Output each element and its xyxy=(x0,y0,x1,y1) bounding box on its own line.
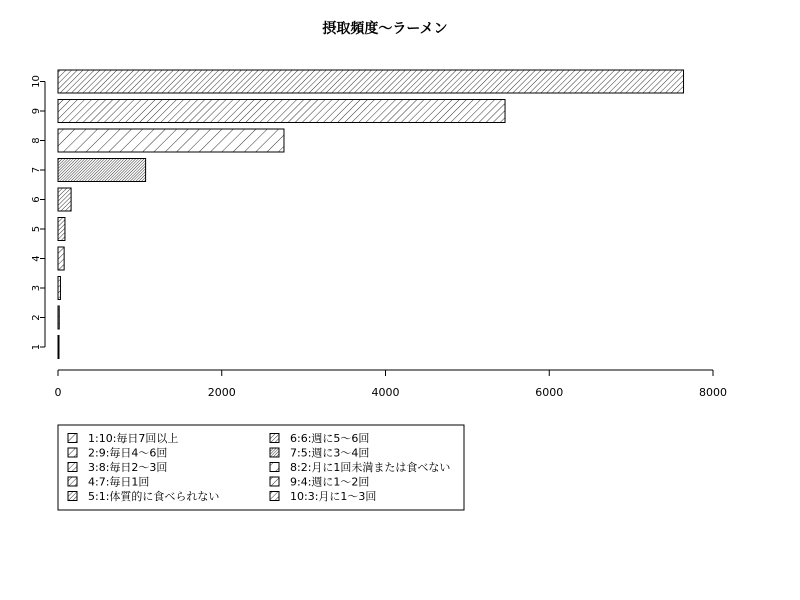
y-tick-label: 1 xyxy=(31,343,42,351)
x-tick-label: 2000 xyxy=(207,386,236,399)
bar-1 xyxy=(58,336,59,359)
legend-entry: 7:5:週に3〜4回 xyxy=(290,446,370,460)
legend-swatch xyxy=(270,463,279,472)
y-tick-label: 10 xyxy=(31,75,42,88)
bar-9 xyxy=(58,100,505,123)
legend-entry: 4:7:毎日1回 xyxy=(88,475,150,489)
legend-entry: 3:8:毎日2〜3回 xyxy=(88,461,168,474)
bar-3 xyxy=(58,277,60,300)
legend-entry: 8:2:月に1回未満または食べない xyxy=(290,461,451,474)
legend-entry: 6:6:週に5〜6回 xyxy=(290,432,370,445)
legend-entry: 10:3:月に1〜3回 xyxy=(290,490,377,503)
legend-swatch xyxy=(270,477,279,486)
legend-swatch xyxy=(68,434,77,443)
y-tick-label: 6 xyxy=(31,196,42,203)
legend-swatch xyxy=(270,492,279,501)
legend-swatch xyxy=(270,434,279,443)
legend-entry: 1:10:毎日7回以上 xyxy=(88,432,179,445)
y-tick-label: 3 xyxy=(31,284,42,292)
legend-entry: 9:4:週に1〜2回 xyxy=(290,475,370,489)
bar-8 xyxy=(58,129,284,152)
y-tick-label: 8 xyxy=(31,137,42,144)
bar-5 xyxy=(58,218,65,241)
x-axis xyxy=(55,370,728,399)
bar-10 xyxy=(58,70,684,93)
y-tick-label: 7 xyxy=(31,166,42,174)
bar-7 xyxy=(58,159,146,182)
legend-swatch xyxy=(68,448,77,457)
y-axis xyxy=(31,75,45,350)
bar-6 xyxy=(58,188,71,211)
legend xyxy=(58,425,464,510)
bar-2 xyxy=(58,306,59,329)
x-tick-label: 4000 xyxy=(371,386,400,399)
y-tick-label: 2 xyxy=(31,314,42,321)
x-tick-label: 6000 xyxy=(535,386,564,399)
legend-entry: 5:1:体質的に食べられない xyxy=(88,490,220,503)
x-tick-label: 8000 xyxy=(699,386,727,399)
y-tick-label: 9 xyxy=(31,107,42,115)
legend-entry: 2:9:毎日4〜6回 xyxy=(88,446,168,460)
y-tick-label: 4 xyxy=(31,255,42,262)
x-tick-label: 0 xyxy=(54,386,62,399)
y-tick-label: 5 xyxy=(31,225,42,233)
chart-title: 摂取頻度〜ラーメン xyxy=(322,21,448,37)
legend-swatch xyxy=(68,463,77,472)
legend-swatch xyxy=(270,448,279,457)
bar-4 xyxy=(58,247,64,270)
legend-swatch xyxy=(68,477,77,486)
bars-group xyxy=(58,70,684,359)
legend-swatch xyxy=(68,492,77,501)
